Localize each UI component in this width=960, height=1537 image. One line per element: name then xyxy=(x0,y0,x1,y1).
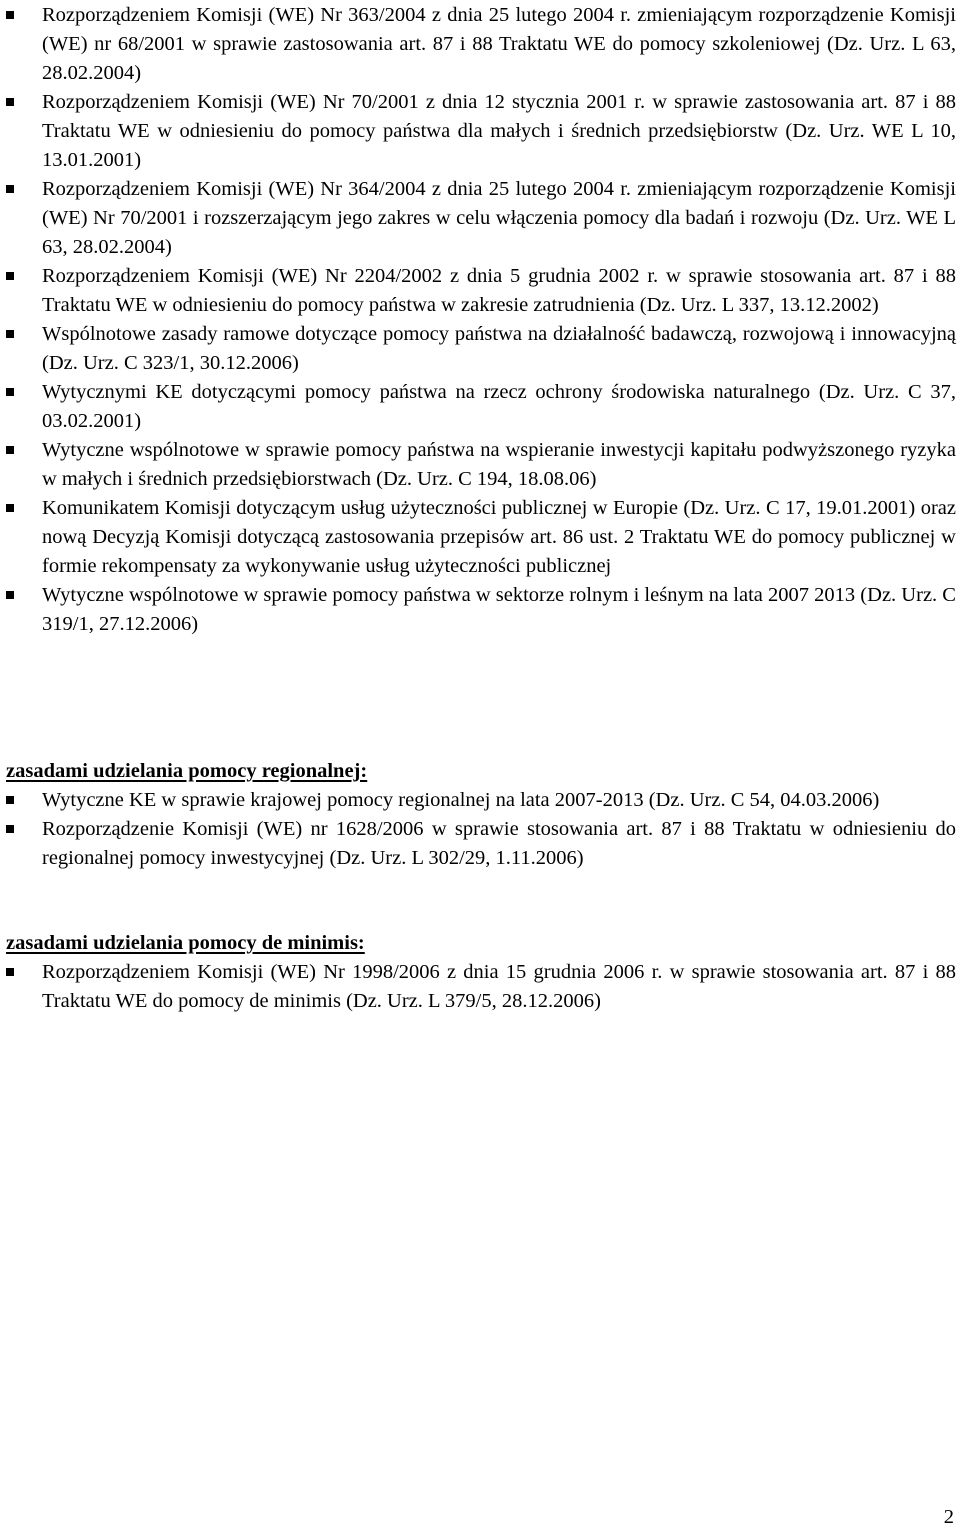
regional-aid-section xyxy=(6,757,956,873)
list-item-text: Rozporządzeniem Komisji (WE) Nr 70/2001 z dnia 12 stycznia 2001 r. w sprawie zastosowania art. 87 i 88 Traktatu WE w odniesieniu do pomocy państwa dla małych i średnich przedsiębiorstw (Dz. Urz. WE L 10, 13.01.2001) xyxy=(42,91,956,171)
list-item xyxy=(6,815,956,873)
list-item-text: Rozporządzeniem Komisji (WE) Nr 364/2004 z dnia 25 lutego 2004 r. zmieniającym rozporządzenie Komisji (WE) Nr 70/2001 i rozszerzającym jego zakres w celu włączenia pomocy dla badań i rozwoju (Dz. Urz. WE L 63, 28.02.2004) xyxy=(42,178,956,258)
list-item-text: Wytyczne wspólnotowe w sprawie pomocy państwa w sektorze rolnym i leśnym na lata 2007 2013 (Dz. Urz. C 319/1, 27.12.2006) xyxy=(42,584,956,635)
list-item xyxy=(6,436,956,494)
list-item-text: Rozporządzeniem Komisji (WE) Nr 1998/2006 z dnia 15 grudnia 2006 r. w sprawie stosowania art. 87 i 88 Traktatu WE do pomocy de minimis (Dz. Urz. L 379/5, 28.12.2006) xyxy=(42,961,956,1012)
square-bullet-icon xyxy=(6,388,14,396)
square-bullet-icon xyxy=(6,185,14,193)
section-heading: zasadami udzielania pomocy de minimis: xyxy=(6,932,365,954)
list-item-text: Rozporządzenie Komisji (WE) nr 1628/2006 w sprawie stosowania art. 87 i 88 Traktatu w odniesieniu do regionalnej pomocy inwestycyjnej (Dz. Urz. L 302/29, 1.11.2006) xyxy=(42,818,956,869)
page-number: 2 xyxy=(943,1506,954,1528)
square-bullet-icon xyxy=(6,825,14,833)
list-item xyxy=(6,175,956,262)
regulations-list xyxy=(6,1,956,639)
square-bullet-icon xyxy=(6,11,14,19)
list-item-text: Wytyczne KE w sprawie krajowej pomocy regionalnej na lata 2007-2013 (Dz. Urz. C 54, 04.03.2006) xyxy=(42,789,880,811)
square-bullet-icon xyxy=(6,272,14,280)
list-item xyxy=(6,494,956,581)
list-item-text: Rozporządzeniem Komisji (WE) Nr 363/2004 z dnia 25 lutego 2004 r. zmieniającym rozporządzenie Komisji (WE) nr 68/2001 w sprawie zastosowania art. 87 i 88 Traktatu WE do pomocy szkoleniowej (Dz. Urz. L 63, 28.02.2004) xyxy=(42,4,956,84)
list-item-text: Wytycznymi KE dotyczącymi pomocy państwa na rzecz ochrony środowiska naturalnego (Dz. Urz. C 37, 03.02.2001) xyxy=(42,381,956,432)
list-item xyxy=(6,786,956,815)
de-minimis-section xyxy=(6,929,956,1016)
square-bullet-icon xyxy=(6,98,14,106)
list-item xyxy=(6,88,956,175)
list-item xyxy=(6,378,956,436)
list-item-text: Komunikatem Komisji dotyczącym usług użyteczności publicznej w Europie (Dz. Urz. C 17, 19.01.2001) oraz nową Decyzją Komisji dotyczącą zastosowania przepisów art. 86 ust. 2 Traktatu WE do pomocy publicznej w formie rekompensaty za wykonywanie usług użyteczności publicznej xyxy=(42,497,956,577)
list-item xyxy=(6,581,956,639)
list-item xyxy=(6,320,956,378)
section-heading: zasadami udzielania pomocy regionalnej: xyxy=(6,760,368,782)
list-item-text: Wspólnotowe zasady ramowe dotyczące pomocy państwa na działalność badawczą, rozwojową i innowacyjną (Dz. Urz. C 323/1, 30.12.2006) xyxy=(42,323,956,374)
square-bullet-icon xyxy=(6,446,14,454)
list-item xyxy=(6,1,956,88)
square-bullet-icon xyxy=(6,591,14,599)
list-item xyxy=(6,262,956,320)
square-bullet-icon xyxy=(6,504,14,512)
square-bullet-icon xyxy=(6,330,14,338)
square-bullet-icon xyxy=(6,968,14,976)
square-bullet-icon xyxy=(6,796,14,804)
list-item xyxy=(6,958,956,1016)
list-item-text: Wytyczne wspólnotowe w sprawie pomocy państwa na wspieranie inwestycji kapitału podwyższonego ryzyka w małych i średnich przedsiębiorstwach (Dz. Urz. C 194, 18.08.06) xyxy=(42,439,956,490)
list-item-text: Rozporządzeniem Komisji (WE) Nr 2204/2002 z dnia 5 grudnia 2002 r. w sprawie stosowania art. 87 i 88 Traktatu WE w odniesieniu do pomocy państwa w zakresie zatrudnienia (Dz. Urz. L 337, 13.12.2002) xyxy=(42,265,956,316)
